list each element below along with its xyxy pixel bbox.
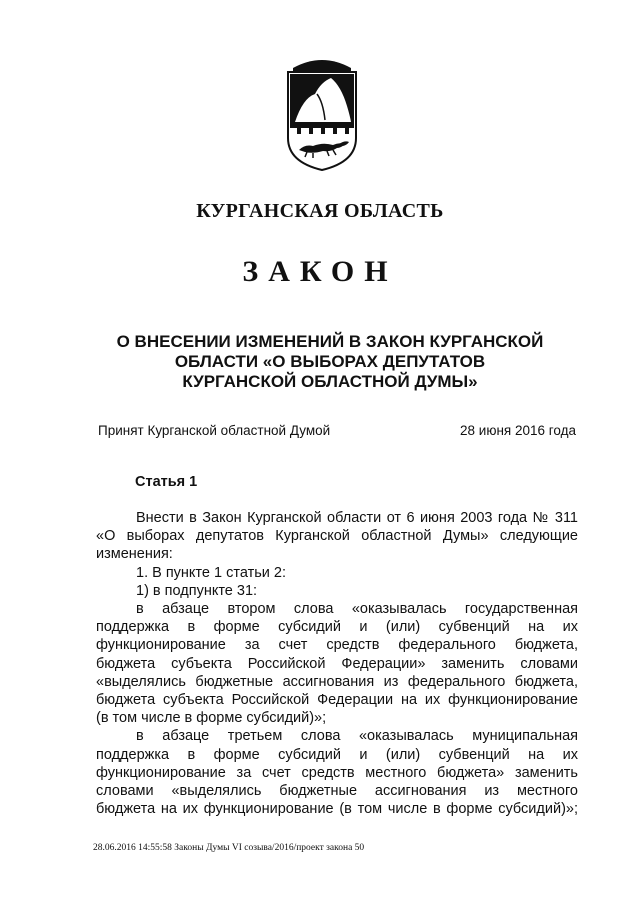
body-line: 1) в подпункте 31: — [136, 582, 258, 599]
body-line: функционирование за счет средств федерального бюджета, — [96, 637, 578, 654]
body-line: поддержка в форме субсидий и (или) субвенций на их — [96, 746, 578, 763]
document-title — [90, 332, 570, 392]
body-line: 1. В пункте 1 статьи 2: — [136, 564, 286, 581]
title-line: КУРГАНСКОЙ ОБЛАСТНОЙ ДУМЫ» — [182, 372, 478, 391]
coat-of-arms-icon — [283, 54, 361, 174]
body-line: бюджета субъекта Российской Федерации на их функционирование — [96, 692, 578, 709]
title-line: О ВНЕСЕНИИ ИЗМЕНЕНИЙ В ЗАКОН КУРГАНСКОЙ — [116, 332, 544, 351]
title-line: ОБЛАСТИ «О ВЫБОРАХ ДЕПУТАТОВ — [174, 352, 486, 371]
body-line: поддержка в форме субсидий и (или) субвенций на их — [96, 619, 578, 636]
adoption-text: Принят Курганской областной Думой — [98, 423, 331, 438]
adoption-date: 28 июня 2016 года — [460, 423, 576, 438]
region-name: КУРГАНСКАЯ ОБЛАСТЬ — [196, 200, 444, 222]
body-line: «О выборах депутатов Курганской областной Думы» следующие — [96, 528, 578, 545]
body-line: бюджета субъекта Российской Федерации» заменить словами — [96, 655, 578, 672]
body-line: функционирование за счет средств местного бюджета» заменить — [96, 764, 578, 781]
document-type: ЗАКОН — [242, 255, 398, 288]
body-line: в абзаце третьем слова «оказывалась муниципальная — [136, 728, 578, 745]
body-line: словами «выделялись бюджетные ассигнования из местного — [96, 783, 578, 800]
footer-stamp: 28.06.2016 14:55:58 Законы Думы VI созыва/2016/проект закона 50 — [93, 843, 365, 853]
body-line: бюджета на их функционирование (в том числе в форме субсидий)»; — [96, 801, 578, 818]
body-line: изменения: — [96, 546, 173, 563]
body-line: Внести в Закон Курганской области от 6 июня 2003 года № 311 — [136, 510, 578, 526]
article-body — [96, 509, 578, 818]
body-line: в абзаце втором слова «оказывалась государственная — [136, 601, 578, 618]
body-line: (в том числе в форме субсидий)»; — [96, 710, 327, 727]
body-line: «выделялись бюджетные ассигнования из федерального бюджета, — [96, 673, 578, 690]
article-heading: Статья 1 — [135, 474, 198, 490]
